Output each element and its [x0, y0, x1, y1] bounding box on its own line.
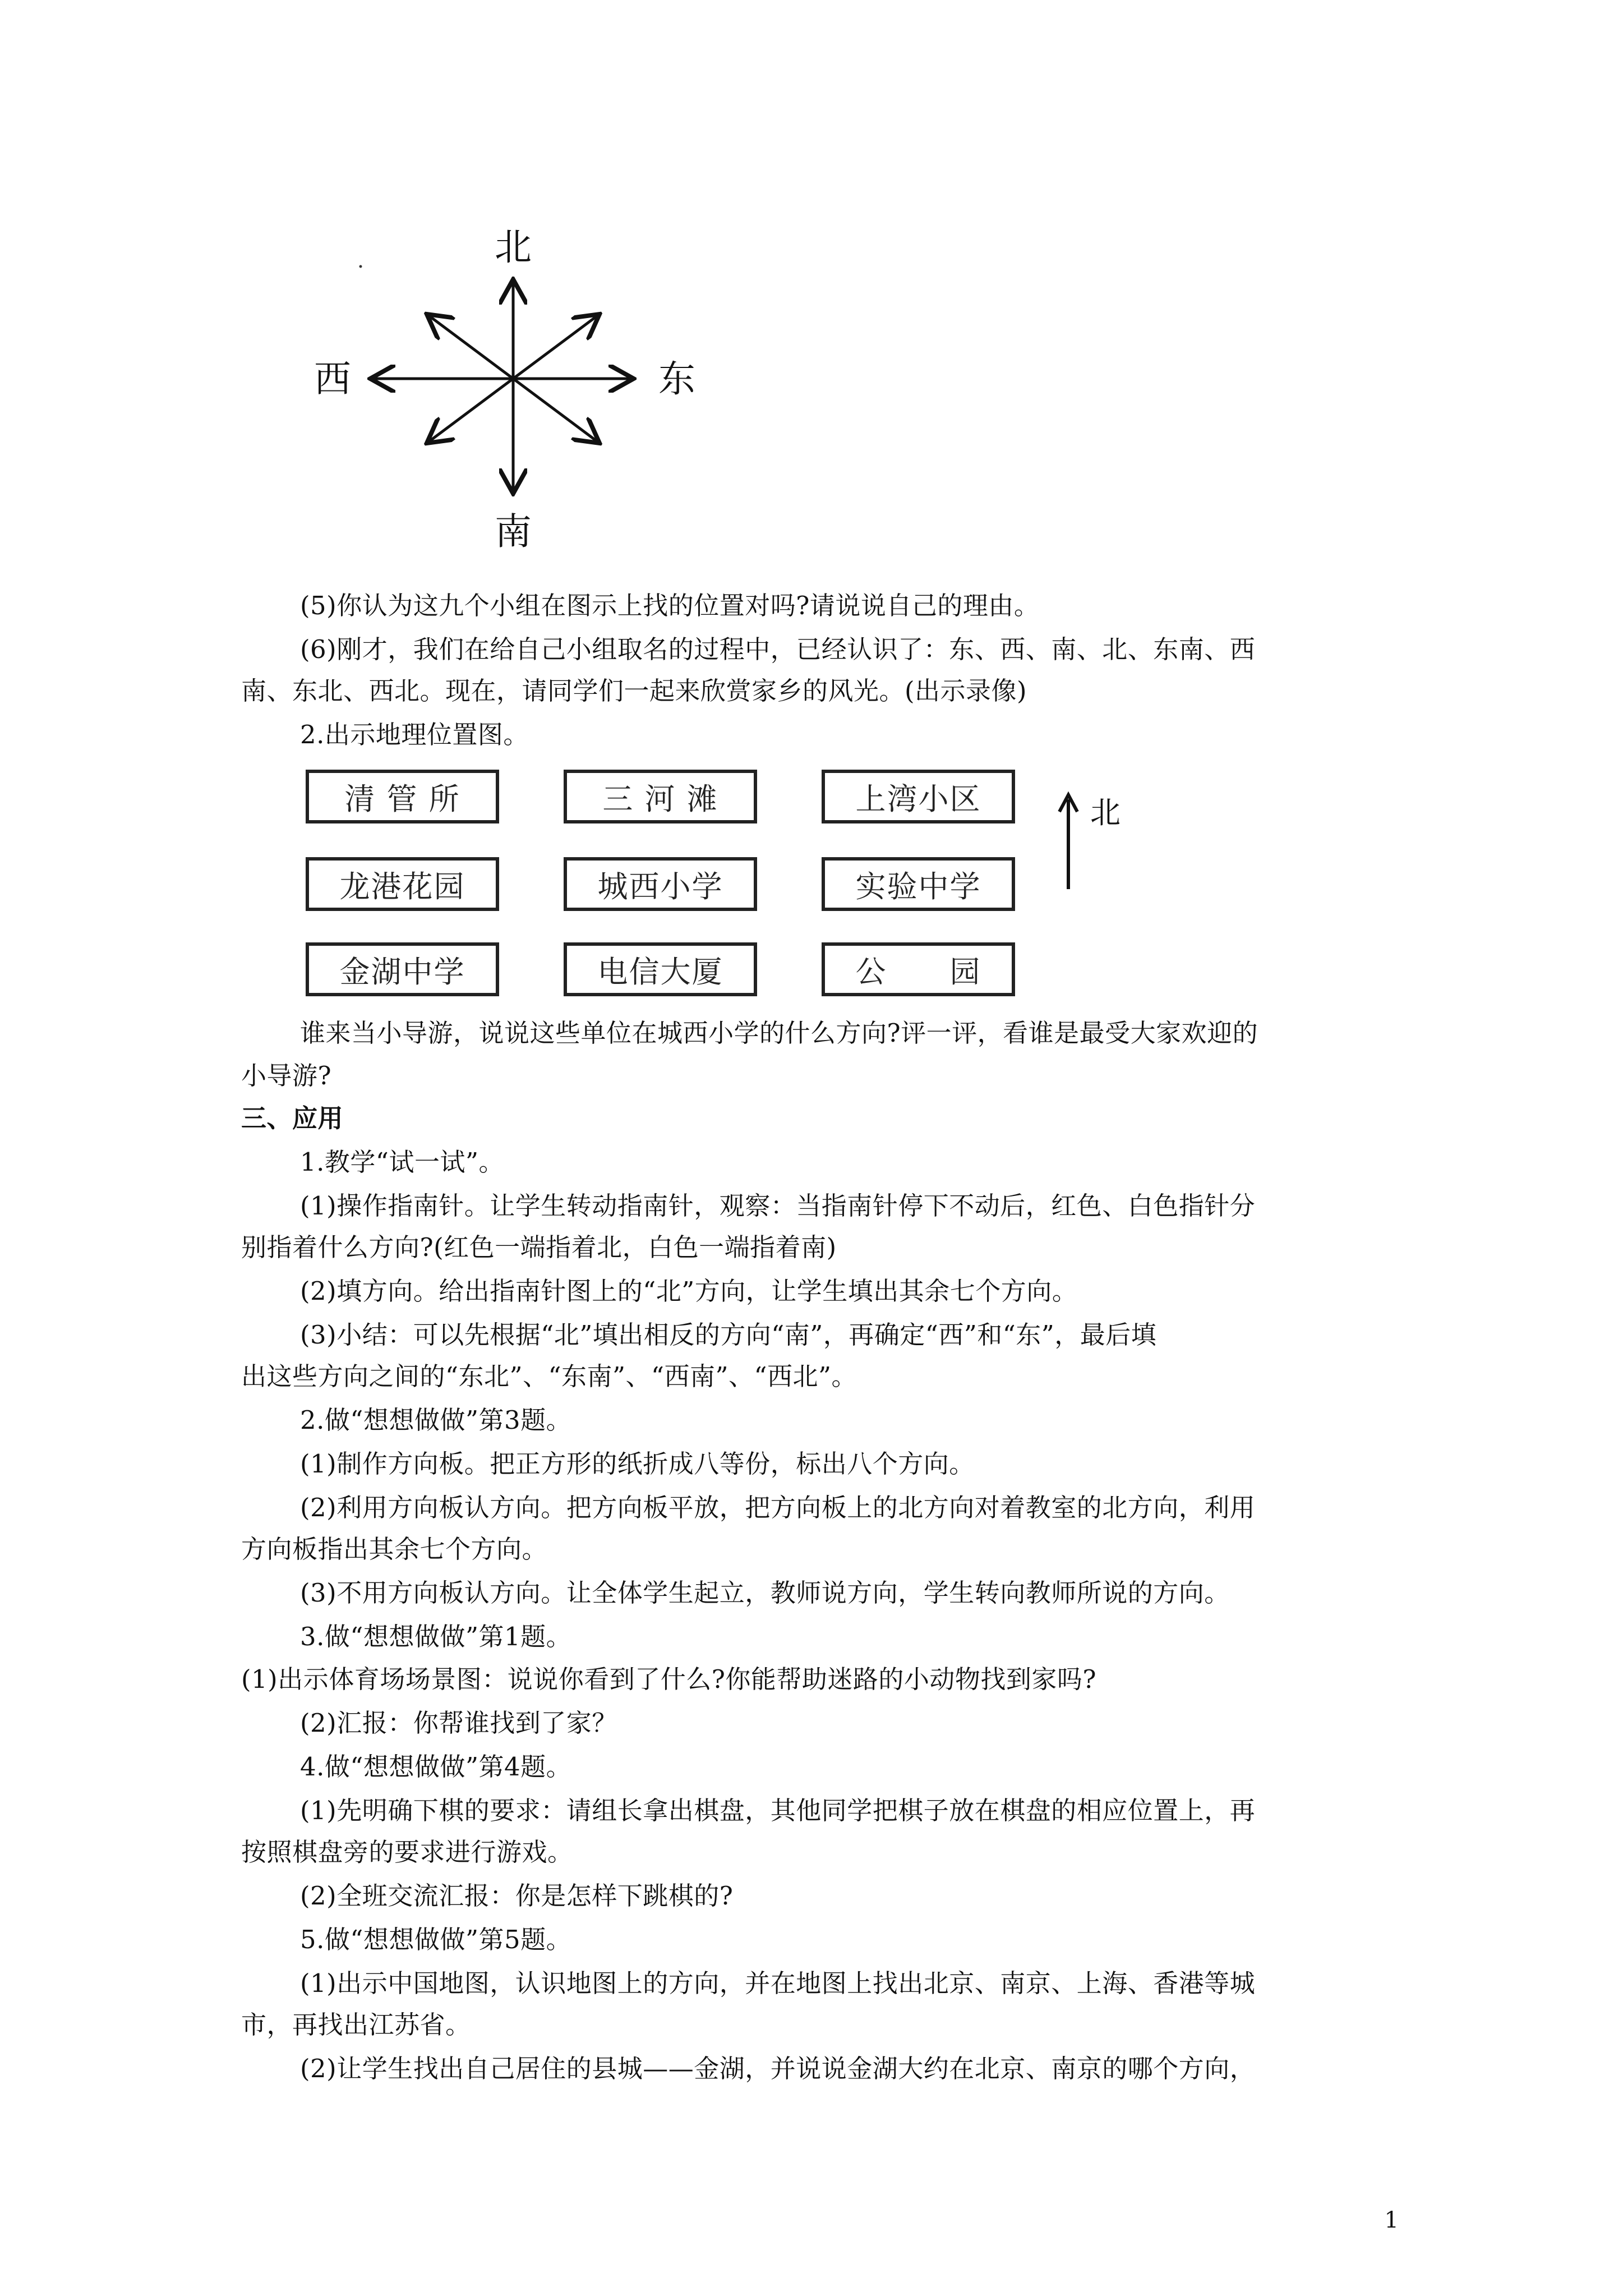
location-box: 金湖中学 [306, 942, 499, 996]
paragraph-chess-rules-line-2: 按照棋盘旁的要求进行游戏。 [241, 1837, 573, 1867]
location-box: 龙港花园 [306, 857, 499, 911]
paragraph-make-board: (1)制作方向板。把正方形的纸折成八等份，标出八个方向。 [300, 1449, 975, 1479]
compass-label-west: 西 [314, 357, 351, 401]
paragraph-compass-op-line-1: (1)操作指南针。让学生转动指南针，观察：当指南针停下不动后，红色、白色指针分 [300, 1191, 1256, 1221]
north-indicator-label: 北 [1090, 795, 1121, 830]
paragraph-tour-guide-line-1: 谁来当小导游，说说这些单位在城西小学的什么方向?评一评，看谁是最受大家欢迎的 [300, 1018, 1258, 1048]
compass-diagram [300, 216, 726, 563]
paragraph-exercise-5: 5.做“想想做做”第5题。 [300, 1925, 572, 1954]
paragraph-use-board-line-1: (2)利用方向板认方向。把方向板平放，把方向板上的北方向对着教室的北方向，利用 [300, 1493, 1256, 1522]
paragraph-teach-try: 1.教学“试一试”。 [300, 1147, 504, 1177]
paragraph-compass-op-line-2: 别指着什么方向?(红色一端指着北，白色一端指着南) [241, 1232, 837, 1262]
paragraph-fill-direction: (2)填方向。给出指南针图上的“北”方向，让学生填出其余七个方向。 [300, 1276, 1078, 1306]
paragraph-chess-rules-line-1: (1)先明确下棋的要求：请组长拿出棋盘，其他同学把棋子放在棋盘的相应位置上，再 [300, 1796, 1256, 1825]
location-box: 清 管 所 [306, 770, 499, 823]
compass-label-south: 南 [495, 510, 532, 553]
paragraph-find-county: (2)让学生找出自己居住的县城——金湖，并说说金湖大约在北京、南京的哪个方向， [300, 2054, 1256, 2083]
paragraph-exercise-1: 3.做“想想做做”第1题。 [300, 1622, 572, 1651]
paragraph-summary-line-2: 出这些方向之间的“东北”、“东南”、“西南”、“西北”。 [241, 1361, 857, 1391]
north-indicator-icon [1052, 783, 1130, 895]
paragraph-stadium-scene: (1)出示体育场场景图：说说你看到了什么?你能帮助迷路的小动物找到家吗? [241, 1664, 1096, 1694]
stray-dot [359, 265, 362, 268]
location-box: 上湾小区 [822, 770, 1015, 823]
paragraph-exercise-4: 4.做“想想做做”第4题。 [300, 1752, 572, 1782]
section-heading-application: 三、应用 [241, 1103, 344, 1133]
paragraph-use-board-line-2: 方向板指出其余七个方向。 [241, 1534, 548, 1564]
compass-figure [300, 216, 726, 563]
paragraph-class-exchange: (2)全班交流汇报：你是怎样下跳棋的? [300, 1881, 734, 1911]
page-number: 1 [1384, 2207, 1399, 2233]
paragraph-6-line-2: 南、东北、西北。现在，请同学们一起来欣赏家乡的风光。(出示录像) [241, 676, 1027, 706]
location-box: 公 园 [822, 942, 1015, 996]
location-box: 实验中学 [822, 857, 1015, 911]
paragraph-no-board: (3)不用方向板认方向。让全体学生起立，教师说方向，学生转向教师所说的方向。 [300, 1578, 1230, 1608]
location-box: 三 河 滩 [564, 770, 757, 823]
paragraph-tour-guide-line-2: 小导游? [241, 1061, 332, 1091]
compass-label-east: 东 [658, 357, 695, 401]
paragraph-summary-line-1: (3)小结：可以先根据“北”填出相反的方向“南”，再确定“西”和“东”，最后填 [300, 1320, 1157, 1350]
paragraph-5: (5)你认为这九个小组在图示上找的位置对吗?请说说自己的理由。 [300, 591, 1040, 620]
northeast-arrow-line [513, 316, 597, 379]
paragraph-china-map-line-2: 市，再找出江苏省。 [241, 2010, 471, 2040]
paragraph-report: (2)汇报：你帮谁找到了家？ [300, 1708, 617, 1738]
southwest-arrow-line [429, 379, 513, 441]
location-map-figure [300, 757, 1130, 1009]
paragraph-show-map: 2.出示地理位置图。 [300, 720, 529, 749]
paragraph-exercise-3: 2.做“想想做做”第3题。 [300, 1405, 572, 1435]
compass-label-north: 北 [495, 226, 532, 269]
paragraph-china-map-line-1: (1)出示中国地图，认识地图上的方向，并在地图上找出北京、南京、上海、香港等城 [300, 1968, 1256, 1998]
southeast-arrow-line [513, 379, 597, 441]
location-box: 城西小学 [564, 857, 757, 911]
northwest-arrow-line [429, 316, 513, 379]
location-box: 电信大厦 [564, 942, 757, 996]
paragraph-6-line-1: (6)刚才，我们在给自己小组取名的过程中，已经认识了：东、西、南、北、东南、西 [300, 634, 1256, 664]
